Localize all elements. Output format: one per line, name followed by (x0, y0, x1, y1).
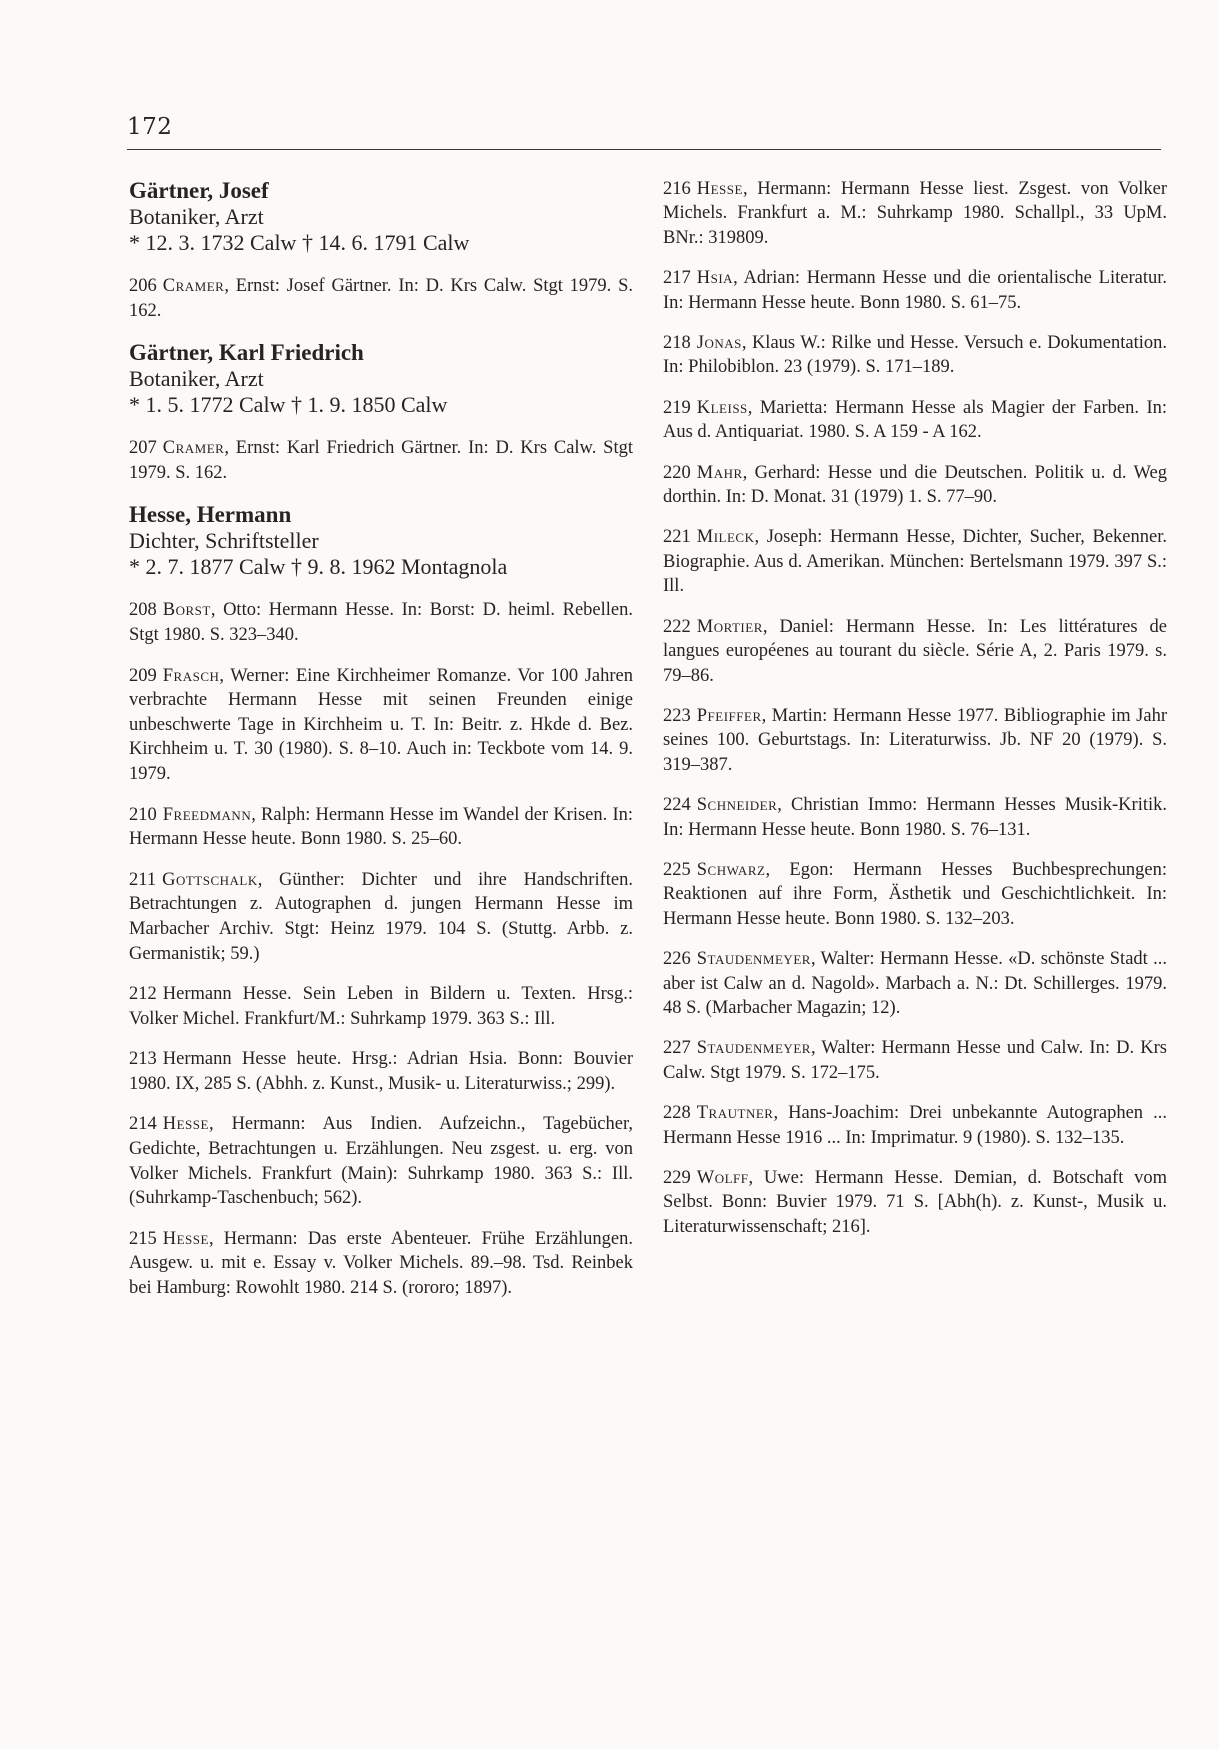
person-heading (129, 177, 633, 256)
entry-text: , Hans-Joachim: Drei unbekannte Autographen ... Hermann Hesse 1916 ... In: Imprimatur. 9 (1980). S. 132–135. (663, 1103, 1167, 1148)
entry-number: 223 (663, 705, 691, 726)
bibliography-entry (129, 803, 633, 852)
entry-number: 206 (129, 276, 157, 296)
left-column (129, 177, 633, 1301)
entry-author: Mortier (696, 616, 763, 637)
person-name: Hesse, Hermann (129, 502, 292, 528)
entry-author: Kleiss (696, 397, 748, 418)
entry-author: Staudenmeyer (696, 949, 811, 970)
entry-author: Wolff (696, 1168, 749, 1188)
entry-number: 209 (129, 665, 157, 686)
bibliography-entry (663, 858, 1167, 931)
person-heading (129, 339, 633, 418)
bibliography-entry (663, 177, 1167, 250)
entry-text: , Walter: Hermann Hesse und Calw. In: D. Krs Calw. Stgt 1979. S. 172–175. (663, 1038, 1167, 1083)
entry-text: , Günther: Dichter und ihre Handschriften. Betrachtungen z. Autographen d. jungen Hermann Hesse im Marbacher Archiv. Stgt: Heinz 1979. 104 S. (Stuttg. Arbb. z. Germanistik; 59.) (129, 869, 633, 964)
entry-text: Hermann Hesse heute. Hrsg.: Adrian Hsia. Bonn: Bouvier 1980. IX, 285 S. (Abhh. z. Kunst., Musik- u. Literaturwiss.; 299). (129, 1049, 633, 1094)
bibliography-entry (663, 615, 1167, 688)
person-role: Botaniker, Arzt (129, 204, 264, 229)
entry-text: , Joseph: Hermann Hesse, Dichter, Sucher, Bekenner. Biographie. Aus d. Amerikan. München: Bertelsmann 1979. 397 S.: Ill. (663, 527, 1167, 597)
bibliography-entry (129, 664, 633, 787)
right-column (663, 177, 1167, 1239)
entry-author: Mahr (696, 462, 743, 483)
bibliography-entry (663, 525, 1167, 598)
bibliography-entry (663, 1101, 1167, 1150)
entry-number: 225 (663, 859, 691, 880)
entry-text: , Marietta: Hermann Hesse als Magier der Farben. In: Aus d. Antiquariat. 1980. S. A 159 - A 162. (663, 397, 1167, 443)
entry-text: , Walter: Hermann Hesse. «D. schönste Stadt ... aber ist Calw an d. Nagold». Marbach a. N.: Dt. Schillerges. 1979. 48 S. (Marbacher Magazin; 12). (663, 949, 1167, 1018)
entry-author: Hsia (696, 268, 734, 289)
entry-text: , Egon: Hermann Hesses Buchbesprechungen: Reaktionen auf ihre Form, Ästhetik und Geschichtlichkeit. In: Hermann Hesse heute. Bonn 1980. S. 132–203. (663, 859, 1167, 929)
entry-text: , Gerhard: Hesse und die Deutschen. Politik u. d. Weg dorthin. In: D. Monat. 31 (1979) 1. S. 77–90. (663, 462, 1167, 508)
entry-author: Hesse (696, 179, 743, 199)
entry-author: Frasch (162, 665, 220, 686)
entry-number: 228 (663, 1103, 691, 1124)
entry-author: Cramer (162, 276, 225, 296)
entry-number: 227 (663, 1038, 691, 1059)
entry-author: Hesse (162, 1228, 209, 1249)
entry-number: 221 (663, 527, 691, 548)
entry-number: 213 (129, 1049, 157, 1070)
entry-number: 226 (663, 949, 691, 970)
bibliography-entry (663, 396, 1167, 445)
person-dates: * 12. 3. 1732 Calw † 14. 6. 1791 Calw (129, 230, 470, 255)
bibliography-entry (663, 1036, 1167, 1085)
entry-number: 229 (663, 1168, 691, 1188)
entry-text: , Uwe: Hermann Hesse. Demian, d. Botschaft vom Selbst. Bonn: Buvier 1979. 71 S. [Abh(h). z. Kunst-, Musik u. Literaturwissenschaft; 216]. (663, 1168, 1167, 1237)
bibliography-entry (663, 947, 1167, 1020)
person-role: Dichter, Schriftsteller (129, 528, 319, 554)
entry-author: Pfeiffer (696, 705, 762, 726)
entry-author: Schneider (696, 795, 778, 816)
entry-number: 207 (129, 438, 157, 459)
entry-number: 217 (663, 268, 691, 289)
person-name: Gärtner, Josef (129, 178, 269, 203)
entry-text: , Martin: Hermann Hesse 1977. Bibliographie im Jahr seines 100. Geburtstags. In: Literaturwiss. Jb. NF 20 (1979). S. 319–387. (663, 705, 1167, 775)
entry-text: , Hermann: Das erste Abenteuer. Frühe Erzählungen. Ausgew. u. mit e. Essay v. Volker Michels. 89.–98. Tsd. Reinbek bei Hamburg: Rowohlt 1980. 214 S. (rororo; 1897). (129, 1228, 633, 1299)
entry-number: 216 (663, 179, 691, 199)
entry-author: Staudenmeyer (696, 1038, 811, 1059)
entry-number: 212 (129, 984, 157, 1005)
entry-text: , Daniel: Hermann Hesse. In: Les littératures de langues européenes au tourant du siècle. Série A, 2. Paris 1979. s. 79–86. (663, 616, 1167, 686)
bibliography-entry (663, 461, 1167, 510)
bibliography-entry (129, 1227, 633, 1301)
entry-author: Gottschalk (162, 869, 258, 890)
entry-text: Hermann Hesse. Sein Leben in Bildern u. Texten. Hrsg.: Volker Michel. Frankfurt/M.: Suhrkamp 1979. 363 S.: Ill. (129, 984, 633, 1029)
bibliography-entry (663, 331, 1167, 380)
entry-number: 219 (663, 397, 691, 418)
entry-text: , Werner: Eine Kirchheimer Romanze. Vor 100 Jahren verbrachte Hermann Hesse mit seinen Freunden einige unbeschwerte Tage in Kirchheim u. T. In: Beitr. z. Hkde d. Bez. Kirchheim u. T. 30 (1980). S. 8–10. Auch in: Teckbote vom 14. 9. 1979. (129, 665, 633, 784)
bibliography-entry (663, 704, 1167, 777)
bibliography-entry (129, 1047, 633, 1096)
entry-number: 210 (129, 804, 157, 825)
entry-text: , Christian Immo: Hermann Hesses Musik-Kritik. In: Hermann Hesse heute. Bonn 1980. S. 76–131. (663, 795, 1167, 840)
bibliography-entry (663, 793, 1167, 842)
entry-author: Trautner (696, 1103, 774, 1124)
bibliography-entry (129, 1112, 633, 1210)
entry-number: 224 (663, 795, 691, 816)
entry-author: Freedmann (162, 804, 252, 825)
entry-author: Borst (162, 600, 211, 621)
bibliography-entry (663, 1166, 1167, 1239)
person-dates: * 1. 5. 1772 Calw † 1. 9. 1850 Calw (129, 392, 448, 418)
bibliography-entry (663, 266, 1167, 315)
entry-text: , Ralph: Hermann Hesse im Wandel der Krisen. In: Hermann Hesse heute. Bonn 1980. S. 25–60. (129, 804, 633, 850)
entry-author: Mileck (696, 527, 755, 548)
entry-author: Schwarz (696, 859, 766, 880)
bibliography-entry (129, 436, 633, 485)
entry-number: 220 (663, 462, 691, 483)
entry-text: , Ernst: Karl Friedrich Gärtner. In: D. Krs Calw. Stgt 1979. S. 162. (129, 438, 633, 483)
bibliography-entry (129, 982, 633, 1031)
entry-author: Jonas (696, 333, 742, 354)
entry-text: , Hermann: Hermann Hesse liest. Zsgest. von Volker Michels. Frankfurt a. M.: Suhrkamp 1980. Schallpl., 33 UpM. BNr.: 319809. (663, 179, 1167, 248)
bibliography-entry (129, 868, 633, 966)
entry-author: Cramer (162, 438, 225, 459)
bibliography-entry (129, 598, 633, 647)
entry-number: 211 (129, 869, 157, 890)
entry-number: 215 (129, 1228, 157, 1249)
person-heading (129, 501, 633, 580)
entry-author: Hesse (162, 1114, 209, 1135)
entry-number: 218 (663, 333, 691, 354)
header-rule (127, 149, 1161, 150)
entry-number: 208 (129, 600, 157, 621)
person-name: Gärtner, Karl Friedrich (129, 340, 364, 366)
entry-number: 214 (129, 1114, 157, 1135)
person-role: Botaniker, Arzt (129, 366, 264, 392)
entry-text: , Otto: Hermann Hesse. In: Borst: D. heiml. Rebellen. Stgt 1980. S. 323–340. (129, 600, 633, 645)
entry-text: , Ernst: Josef Gärtner. In: D. Krs Calw. Stgt 1979. S. 162. (129, 276, 633, 321)
entry-text: , Adrian: Hermann Hesse und die orientalische Literatur. In: Hermann Hesse heute. Bonn 1980. S. 61–75. (663, 268, 1167, 313)
person-dates: * 2. 7. 1877 Calw † 9. 8. 1962 Montagnola (129, 554, 508, 580)
bibliography-entry (129, 274, 633, 323)
entry-text: , Hermann: Aus Indien. Aufzeichn., Tagebücher, Gedichte, Betrachtungen u. Erzählungen. Neu zsgest. u. erg. von Volker Michels. Frankfurt (Main): Suhrkamp 1980. 363 S.: Ill. (Suhrkamp-Taschenbuch; 562). (129, 1114, 633, 1209)
entry-number: 222 (663, 616, 691, 637)
page-number: 172 (127, 114, 173, 140)
entry-text: , Klaus W.: Rilke und Hesse. Versuch e. Dokumentation. In: Philobiblon. 23 (1979). S. 171–189. (663, 333, 1167, 378)
